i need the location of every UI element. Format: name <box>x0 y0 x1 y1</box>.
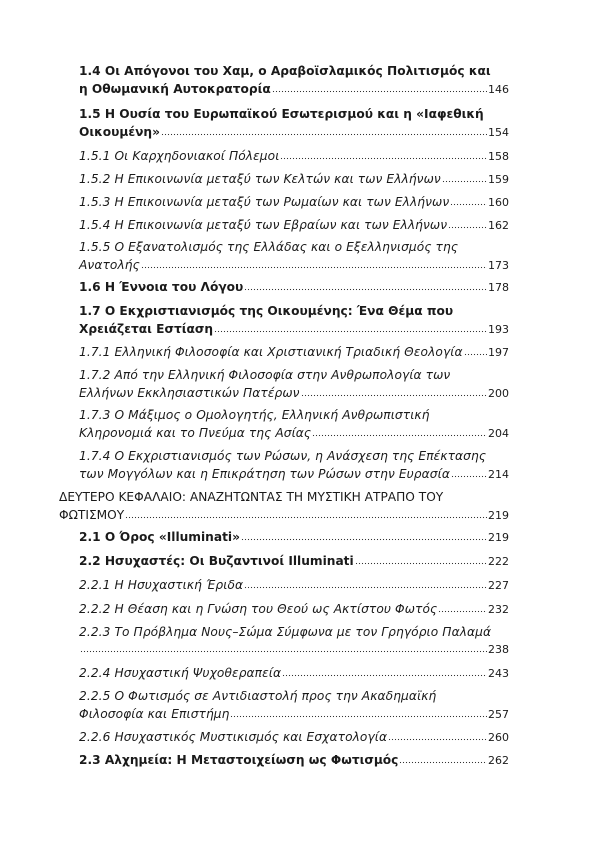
toc-entry-text: Κληρονομιά και το Πνεύμα της Ασίας <box>79 426 312 440</box>
page-number: 219 <box>488 531 509 544</box>
toc-entry-text: 1.5.4 Η Επικοινωνία μεταξύ των Εβραίων και των Ελλήνων <box>79 218 448 232</box>
page-number: 178 <box>488 281 509 294</box>
toc-entry-1-5[interactable] <box>79 105 509 142</box>
dot-leader <box>272 81 487 93</box>
page-number: 158 <box>488 150 509 163</box>
page-number: 200 <box>488 387 509 400</box>
dot-leader <box>464 344 487 356</box>
dot-leader <box>280 148 487 160</box>
page-number: 204 <box>488 427 509 440</box>
page-number: 197 <box>488 346 509 359</box>
toc-entry-text: 1.5.1 Οι Καρχηδονιακοί Πόλεμοι <box>79 149 280 163</box>
toc-entry-text: 2.3 Αλχημεία: Η Μεταστοιχείωση ως Φωτισμός <box>79 753 399 767</box>
dot-leader <box>438 601 487 613</box>
toc-entry-text: 1.7.2 Από την Ελληνική Φιλοσοφία στην Ανθρωπολογία των <box>79 368 451 382</box>
dot-leader <box>312 425 487 437</box>
toc-entry-text: 1.7 Ο Εκχριστιανισμός της Οικουμένης: Ένα Θέμα που <box>79 304 454 318</box>
toc-entry-2-2-5[interactable] <box>79 687 509 724</box>
toc-entry-2-2-2[interactable] <box>79 600 509 619</box>
toc-entry-text: 1.7.1 Ελληνική Φιλοσοφία και Χριστιανική Τριαδική Θεολογία <box>79 345 463 359</box>
dot-leader <box>399 752 487 764</box>
dot-leader <box>451 466 487 478</box>
dot-leader <box>450 194 487 206</box>
toc-entry-1-6[interactable] <box>79 278 509 297</box>
toc-entry-text: 2.2.5 Ο Φωτισμός σε Αντιδιαστολή προς την Ακαδημαϊκή <box>79 689 437 703</box>
toc-entry-1-7-1[interactable] <box>79 343 509 362</box>
toc-entry-text: 1.5.2 Η Επικοινωνία μεταξύ των Κελτών και των Ελλήνων <box>79 172 441 186</box>
toc-entry-text: 1.5 Η Ουσία του Ευρωπαϊκού Εσωτερισμού και η «Ιαφεθική <box>79 107 484 121</box>
dot-leader <box>244 577 487 589</box>
dot-leader <box>244 279 487 291</box>
toc-entry-text: 2.2.2 Η Θέαση και η Γνώση του Θεού ως Ακτίστου Φωτός <box>79 602 438 616</box>
toc-entry-1-5-4[interactable] <box>79 216 509 235</box>
toc-entry-text: 2.1 Ο Όρος «Illuminati» <box>79 530 240 544</box>
toc-entry-1-7-2[interactable] <box>79 366 509 403</box>
dot-leader <box>161 124 487 136</box>
toc-entry-text: 1.7.3 Ο Μάξιμος ο Ομολογητής, Ελληνική Ανθρωπιστική <box>79 408 430 422</box>
toc-entry-text: 1.5.3 Η Επικοινωνία μεταξύ των Ρωμαίων και των Ελλήνων <box>79 195 450 209</box>
toc-entry-text: 1.6 Η Έννοια του Λόγου <box>79 280 244 294</box>
toc-entry-text: 2.2 Ησυχαστές: Οι Βυζαντινοί Illuminati <box>79 554 354 568</box>
toc-entry-text: 1.5.5 Ο Εξανατολισμός της Ελλάδας και ο Εξελληνισμός της <box>79 240 459 254</box>
dot-leader <box>388 729 487 741</box>
page-number: 214 <box>488 468 509 481</box>
toc-entry-text: Φιλοσοφία και Επιστήμη <box>79 707 230 721</box>
toc-entry-1-4[interactable] <box>79 62 509 99</box>
dot-leader <box>241 529 487 541</box>
toc-entry-text: 2.2.3 Το Πρόβλημα Νους–Σώμα Σύμφωνα με τον Γρηγόριο Παλαμά <box>79 625 492 639</box>
toc-entry-text: ΦΩΤΙΣΜΟΥ <box>59 508 125 522</box>
toc-entry-2-2-1[interactable] <box>79 576 509 595</box>
toc-entry-text: Ελλήνων Εκκλησιαστικών Πατέρων <box>79 386 300 400</box>
page-number: 257 <box>488 708 509 721</box>
toc-entry-1-7-4[interactable] <box>79 447 509 484</box>
toc-entry-text: Χρειάζεται Εστίαση <box>79 322 214 336</box>
dot-leader <box>355 553 487 565</box>
toc-entry-text: Οικουμένη» <box>79 125 160 139</box>
toc-entry-1-7[interactable] <box>79 302 509 339</box>
dot-leader <box>282 665 487 677</box>
toc-entry-text: 2.2.6 Ησυχαστικός Μυστικισμός και Εσχατολογία <box>79 730 388 744</box>
dot-leader <box>141 257 487 269</box>
toc-entry-2-1[interactable] <box>79 528 509 547</box>
toc-entry-1-5-5[interactable] <box>79 238 509 275</box>
dot-leader <box>442 171 487 183</box>
page-number: 154 <box>488 126 509 139</box>
toc-entry-text: 2.2.1 Η Ησυχαστική Έριδα <box>79 578 244 592</box>
toc-entry-2-2-4[interactable] <box>79 664 509 683</box>
toc-entry-text: 1.4 Οι Απόγονοι του Χαμ, ο Αραβοϊσλαμικός Πολιτισμός και <box>79 64 491 78</box>
page-number: 262 <box>488 754 509 767</box>
toc-entry-text: ΔΕΥΤΕΡΟ ΚΕΦΑΛΑΙΟ: ΑΝΑΖΗΤΩΝΤΑΣ ΤΗ ΜΥΣΤΙΚΗ ΑΤΡΑΠΟ ΤΟΥ <box>59 490 444 504</box>
page-number: 159 <box>488 173 509 186</box>
toc-entry-2-2-6[interactable] <box>79 728 509 747</box>
page-number: 232 <box>488 603 509 616</box>
toc-entry-1-5-1[interactable] <box>79 147 509 166</box>
page-number: 260 <box>488 731 509 744</box>
page-number: 222 <box>488 555 509 568</box>
toc-entry-2-2[interactable] <box>79 552 509 571</box>
page-number: 193 <box>488 323 509 336</box>
dot-leader <box>230 706 487 718</box>
toc-entry-text: η Οθωμανική Αυτοκρατορία <box>79 82 271 96</box>
page-number: 227 <box>488 579 509 592</box>
dot-leader <box>214 321 487 333</box>
page-number: 219 <box>488 509 509 522</box>
dot-leader <box>80 641 487 653</box>
toc-entry-text: 2.2.4 Ησυχαστική Ψυχοθεραπεία <box>79 666 282 680</box>
toc-entry-2-3[interactable] <box>79 751 509 770</box>
dot-leader <box>125 507 487 519</box>
toc-chapter-2[interactable] <box>59 488 509 525</box>
toc-entry-text: 1.7.4 Ο Εκχριστιανισμός των Ρώσων, η Ανάσχεση της Επέκτασης <box>79 449 487 463</box>
toc-entry-2-2-3[interactable] <box>79 623 509 659</box>
page-number: 243 <box>488 667 509 680</box>
page-number: 162 <box>488 219 509 232</box>
toc-entry-1-5-2[interactable] <box>79 170 509 189</box>
toc-entry-1-5-3[interactable] <box>79 193 509 212</box>
page-number: 173 <box>488 259 509 272</box>
toc-entry-text: Ανατολής <box>79 258 140 272</box>
dot-leader <box>448 217 487 229</box>
toc-entry-text: των Μογγόλων και η Επικράτηση των Ρώσων στην Ευρασία <box>79 467 450 481</box>
page-number: 238 <box>488 643 509 656</box>
toc-entry-1-7-3[interactable] <box>79 406 509 443</box>
page-number: 146 <box>488 83 509 96</box>
page-number: 160 <box>488 196 509 209</box>
dot-leader <box>301 385 487 397</box>
